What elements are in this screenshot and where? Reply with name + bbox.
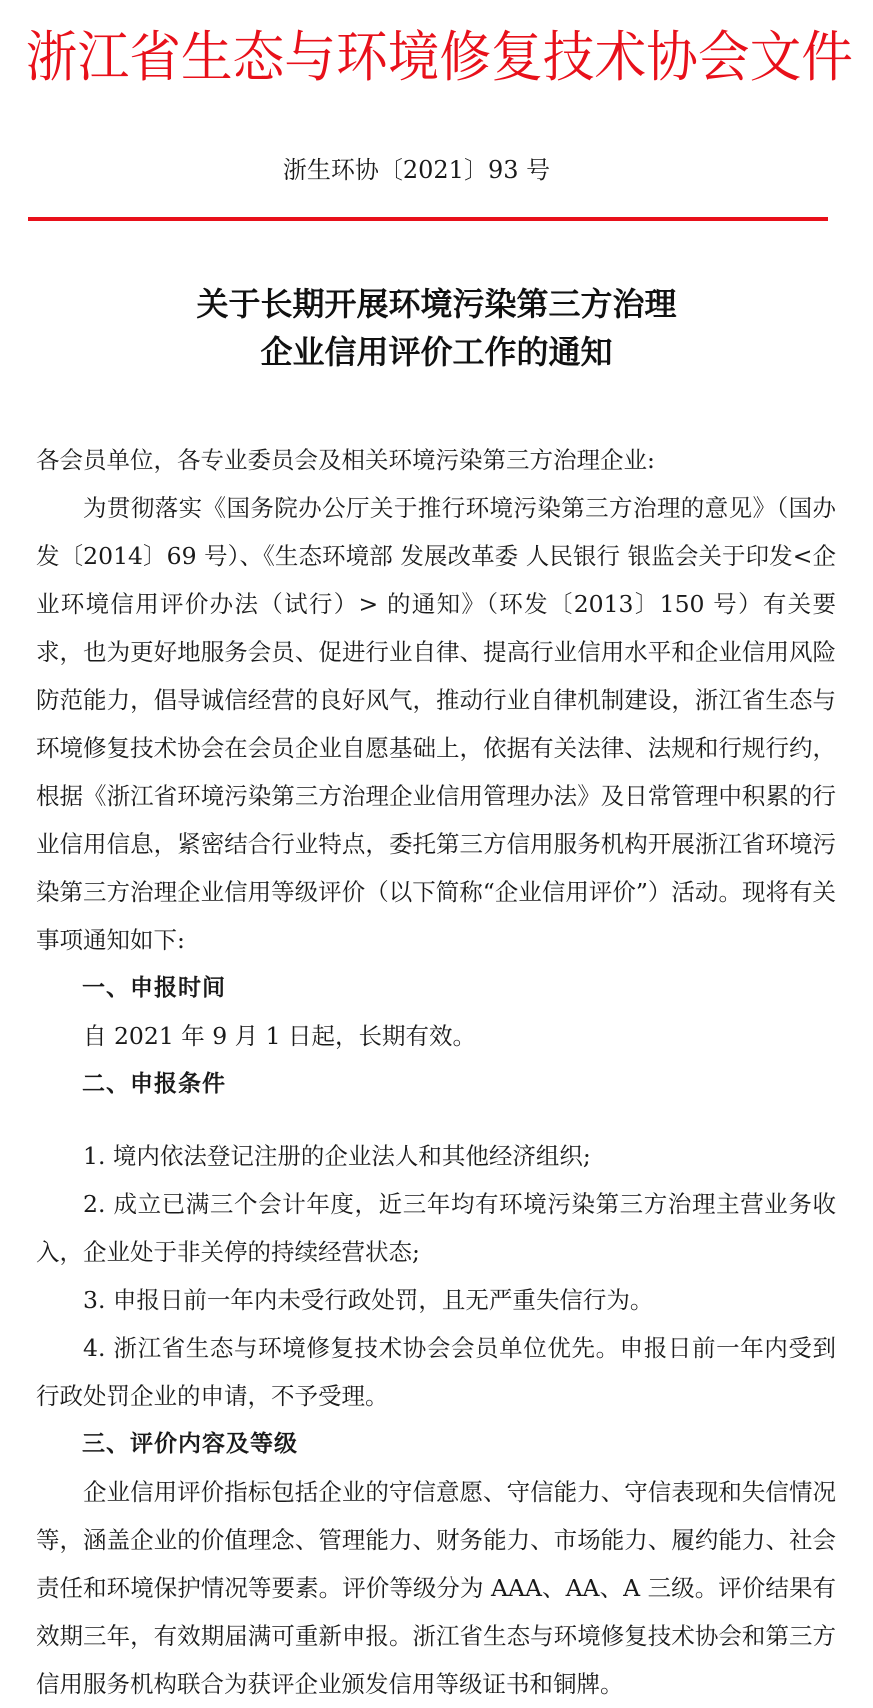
salutation: 各会员单位，各专业委员会及相关环境污染第三方治理企业: <box>36 446 655 474</box>
notice-body <box>36 436 836 1708</box>
intro-paragraph: 为贯彻落实《国务院办公厅关于推行环境污染第三方治理的意见》（国办发〔2014〕69 号）、《生态环境部 发展改革委 人民银行 银监会关于印发<企业环境信用评价办法（试行）> 的通知》（环发〔2013〕150 号）有关要求，也为更好地服务会员、促进行业自律、提高行业信用水平和企业信用风险防范能力，倡导诚信经营的良好风气，推动行业自律机制建设，浙江省生态与环境修复技术协会在会员企业自愿基础上，依据有关法律、法规和行规行约，根据《浙江省环境污染第三方治理企业信用管理办法》及日常管理中积累的行业信用信息，紧密结合行业特点，委托第三方信用服务机构开展浙江省环境污染第三方治理企业信用等级评价（以下简称“企业信用评价”）活动。现将有关事项通知如下: <box>36 494 836 954</box>
section-2-gap <box>36 1108 836 1132</box>
section-3-text: 企业信用评价指标包括企业的守信意愿、守信能力、守信表现和失信情况等，涵盖企业的价值理念、管理能力、财务能力、市场能力、履约能力、社会责任和环境保护情况等要素。评价等级分为 AAA、AA、A 三级。评价结果有效期三年，有效期届满可重新申报。浙江省生态与环境修复技术协会和第三方信用服务机构联合为获评企业颁发信用等级证书和铜牌。 <box>36 1478 836 1698</box>
section-3-heading: 三、评价内容及等级 <box>82 1431 298 1457</box>
letterhead-title: 浙江省生态与环境修复技术协会文件 <box>25 25 854 89</box>
condition-item-1: 1. 境内依法登记注册的企业法人和其他经济组织; <box>83 1142 591 1170</box>
red-divider-rule <box>28 217 828 221</box>
notice-title <box>0 280 873 376</box>
notice-title-line-1: 关于长期开展环境污染第三方治理 <box>196 285 677 323</box>
section-1-text: 自 2021 年 9 月 1 日起，长期有效。 <box>83 1022 477 1050</box>
section-2-heading: 二、申报条件 <box>82 1071 226 1097</box>
document-number: 浙生环协〔2021〕93 号 <box>282 156 551 184</box>
condition-item-4: 4. 浙江省生态与环境修复技术协会会员单位优先。申报日前一年内受到行政处罚企业的申请，不予受理。 <box>36 1334 836 1410</box>
condition-item-3: 3. 申报日前一年内未受行政处罚，且无严重失信行为。 <box>83 1286 654 1314</box>
condition-item-2: 2. 成立已满三个会计年度，近三年均有环境污染第三方治理主营业务收入，企业处于非关停的持续经营状态; <box>36 1190 836 1266</box>
section-1-heading: 一、申报时间 <box>82 975 226 1001</box>
notice-title-line-2: 企业信用评价工作的通知 <box>260 333 613 371</box>
